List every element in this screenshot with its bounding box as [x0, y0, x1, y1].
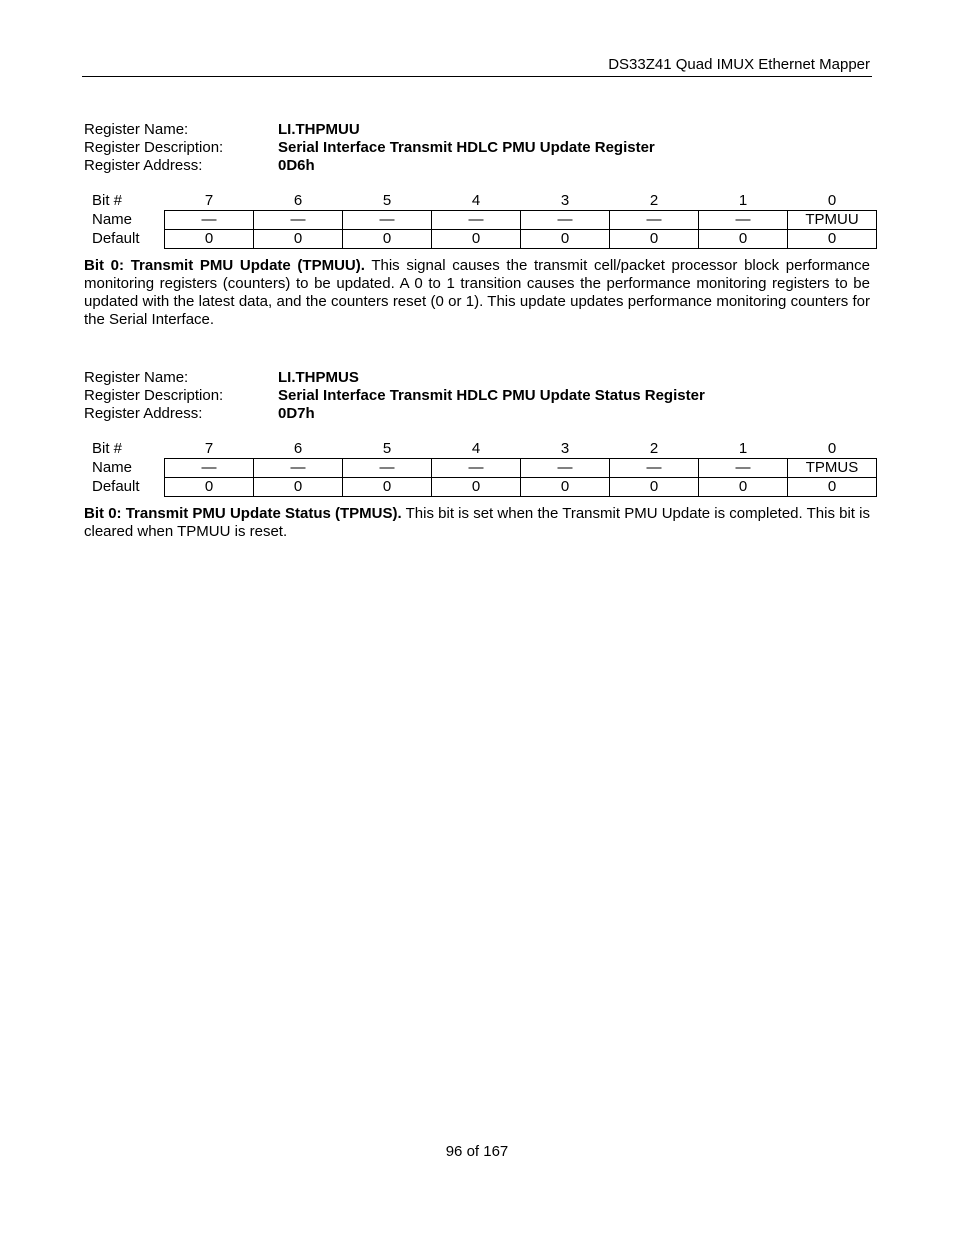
register-description-label: Register Description: [84, 387, 224, 404]
bit-default-label: Default [92, 478, 140, 495]
bit-default-row [92, 478, 877, 497]
register-description-row [84, 139, 870, 157]
bit-name: — [699, 459, 788, 478]
bit-default: 0 [699, 230, 788, 249]
bit-number: 2 [649, 192, 659, 209]
bit-number: 1 [738, 440, 748, 457]
bit-default: 0 [699, 478, 788, 497]
bit-default: 0 [165, 478, 254, 497]
bit-number-row [92, 192, 877, 211]
bit-name-row [92, 459, 877, 478]
bit-number-label: Bit # [92, 440, 123, 458]
bit-name: — [165, 459, 254, 478]
register-description-label: Register Description: [84, 139, 224, 156]
document-title: DS33Z41 Quad IMUX Ethernet Mapper [608, 56, 870, 73]
bit-name: TPMUS [788, 459, 877, 478]
register-block-thpmuu [84, 121, 870, 329]
bit-default: 0 [521, 478, 610, 497]
header-divider [82, 76, 872, 77]
bit-name: — [343, 211, 432, 230]
bit-number: 4 [471, 440, 481, 457]
bit-name: — [432, 459, 521, 478]
bit-number: 7 [204, 440, 214, 457]
bit-number: 6 [293, 440, 303, 457]
bit-number: 4 [471, 192, 481, 209]
bit-default: 0 [788, 230, 877, 249]
register-bit-table [92, 192, 877, 249]
bit-number: 3 [560, 192, 570, 209]
register-name-label: Register Name: [84, 369, 189, 386]
bit-default: 0 [610, 230, 699, 249]
bit-number: 6 [293, 192, 303, 209]
bit-name: — [521, 211, 610, 230]
register-name-row [84, 121, 870, 139]
bit-name: — [432, 211, 521, 230]
register-block-thpmus [84, 369, 870, 541]
bit-number: 7 [204, 192, 214, 209]
bit-default: 0 [432, 230, 521, 249]
bit-default: 0 [343, 478, 432, 497]
register-address-label: Register Address: [84, 405, 203, 422]
bit-name: — [699, 211, 788, 230]
bit-number-row [92, 440, 877, 459]
bit-name: — [165, 211, 254, 230]
bit-description-lead: Bit 0: Transmit PMU Update (TPMUU). [84, 257, 365, 274]
bit-number: 1 [738, 192, 748, 209]
register-description-value: Serial Interface Transmit HDLC PMU Update Status Register [278, 387, 705, 404]
register-name-value: LI.THPMUS [278, 369, 359, 386]
bit-name: — [610, 211, 699, 230]
bit-default: 0 [254, 478, 343, 497]
bit-default-row [92, 230, 877, 249]
bit-number: 3 [560, 440, 570, 457]
bit-default: 0 [343, 230, 432, 249]
bit-name-row [92, 211, 877, 230]
register-address-row [84, 405, 870, 423]
bit-name: — [254, 459, 343, 478]
bit-number: 2 [649, 440, 659, 457]
bit-default: 0 [165, 230, 254, 249]
bit-default-label: Default [92, 230, 140, 247]
bit-default: 0 [521, 230, 610, 249]
page-number: 96 of 167 [445, 1143, 509, 1160]
bit-number: 5 [382, 192, 392, 209]
bit-default: 0 [788, 478, 877, 497]
bit-number: 0 [827, 192, 837, 209]
bit-name: — [254, 211, 343, 230]
bit-description-text: This bit is set when the Transmit PMU Update is completed. This bit is cleared when TPMUU is reset. [84, 505, 871, 540]
bit-description [84, 505, 870, 541]
bit-description [84, 257, 870, 329]
bit-description-text: This signal causes the transmit cell/packet processor block performance monitoring registers (counters) to be updated. A 0 to 1 transition causes the performance monitoring registers to be updated with the latest data, and the counters reset (0 or 1). This update updates performance monitoring counters for the Serial Interface. [84, 257, 870, 328]
register-name-value: LI.THPMUU [278, 121, 360, 138]
register-bit-table [92, 440, 877, 497]
bit-number-label: Bit # [92, 192, 123, 210]
register-address-value: 0D7h [278, 405, 315, 422]
register-name-row [84, 369, 870, 387]
bit-default: 0 [610, 478, 699, 497]
register-description-value: Serial Interface Transmit HDLC PMU Update Register [278, 139, 655, 156]
register-name-label: Register Name: [84, 121, 189, 138]
bit-name: TPMUU [788, 211, 877, 230]
bit-name: — [343, 459, 432, 478]
register-address-value: 0D6h [278, 157, 315, 174]
register-address-label: Register Address: [84, 157, 203, 174]
bit-number: 5 [382, 440, 392, 457]
bit-name: — [610, 459, 699, 478]
bit-default: 0 [254, 230, 343, 249]
bit-number: 0 [827, 440, 837, 457]
register-description-row [84, 387, 870, 405]
bit-name-label: Name [92, 459, 133, 476]
bit-name: — [521, 459, 610, 478]
bit-default: 0 [432, 478, 521, 497]
register-address-row [84, 157, 870, 175]
bit-description-lead: Bit 0: Transmit PMU Update Status (TPMUS). [84, 505, 402, 522]
bit-name-label: Name [92, 211, 133, 228]
